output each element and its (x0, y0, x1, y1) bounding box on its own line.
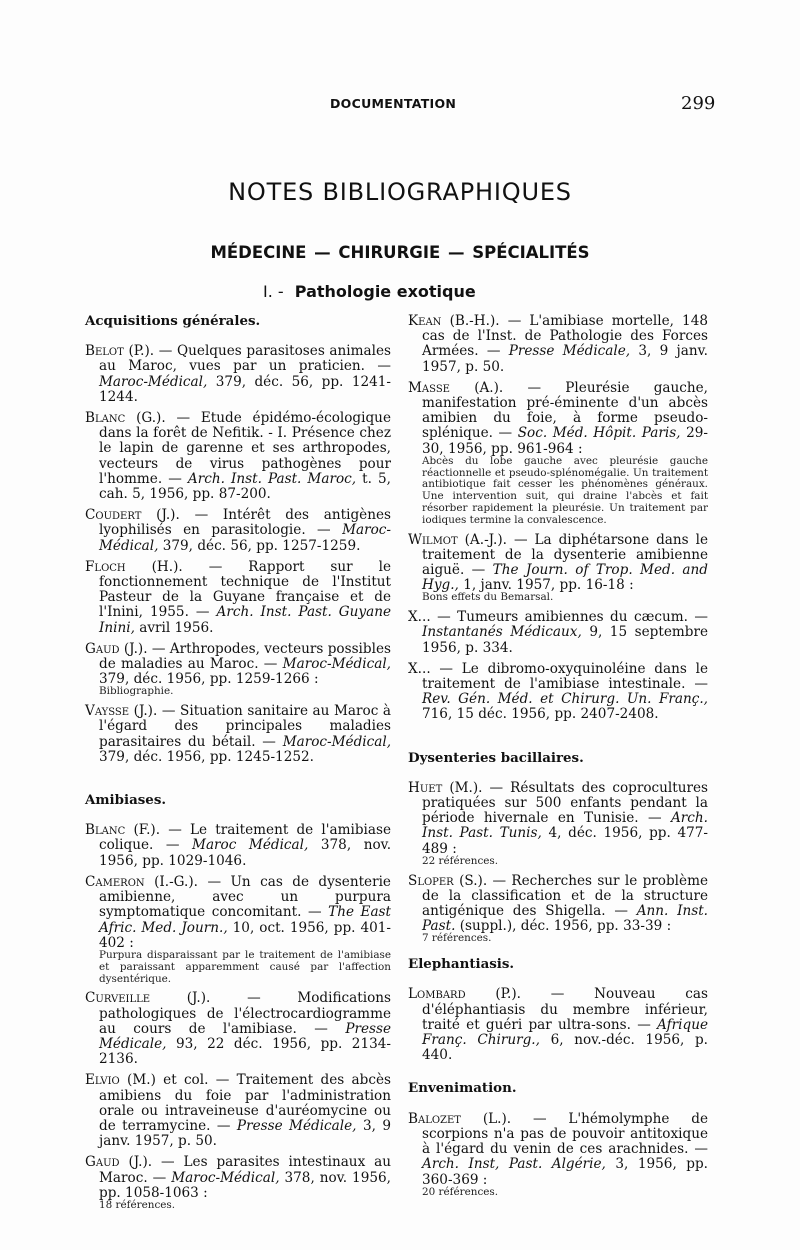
bib-entry: X... — Le dibromo-oxyquinoléine dans le traitement de l'amibiase intestinale. — Rev. Gén. Méd. et Chirurg. Un. Franç., 716, 15 déc. 1956, pp. 2407-2408. (408, 660, 708, 723)
bib-entry: Gaud (J.). — Les parasites intestinaux au Maroc. — Maroc-Médical, 378, nov. 1956, pp. 1058-1063 : (85, 1154, 391, 1201)
page-title: NOTES BIBLIOGRAPHIQUES (228, 178, 572, 206)
bib-note: Bons effets du Bemarsal. (422, 591, 554, 604)
bib-entry: Gaud (J.). — Arthropodes, vecteurs possibles de maladies au Maroc. — Maroc-Médical, 379, déc. 1956, pp. 1259-1266 : (85, 640, 391, 688)
running-title: DOCUMENTATION (330, 96, 457, 111)
left-column (85, 314, 391, 1212)
bib-entry: Masse (A.). — Pleurésie gauche, manifestation pré-éminente d'un abcès amibien du foie, à forme pseudo-splénique. — Soc. Méd. Hôpit. Paris, 29-30, 1956, pp. 961-964 : (408, 379, 708, 457)
heading-acquisitions: Acquisitions générales. (85, 313, 261, 329)
subsection-number: I. - (263, 282, 284, 301)
bib-entry: Sloper (S.). — Recherches sur le problème de la classification et de la structure antigénique des Shigella. — Ann. Inst. Past. (suppl.), déc. 1956, pp. 33-39 : (408, 872, 709, 935)
bib-entry: Belot (P.). — Quelques parasitoses animales au Maroc, vues par un praticien. — Maroc-Médical, 379, déc. 56, pp. 1241-1244. (85, 343, 392, 405)
bib-entry: Floch (H.). — Rapport sur le fonctionnement technique de l'Institut Pasteur de la Guyane française et de l'Inini, 1955. — Arch. Inst. Past. Guyane Inini, avril 1956. (85, 558, 392, 636)
bib-entry: Huet (M.). — Résultats des coprocultures pratiquées sur 500 enfants pendant la période hivernale en Tunisie. — Arch. Inst. Past. Tunis, 4, déc. 1956, pp. 477-489 : (408, 779, 708, 857)
bib-entry: Blanc (F.). — Le traitement de l'amibiase colique. — Maroc Médical, 378, nov. 1956, pp. 1029-1046. (85, 822, 392, 869)
heading-amibiases: Amibiases. (85, 792, 167, 809)
bib-entry: Cameron (I.-G.). — Un cas de dysenterie amibienne, avec un purpura symptomatique concomitant. — The East Afric. Med. Journ., 10, oct. 1956, pp. 401-402 : (85, 873, 391, 951)
heading-dysenteries: Dysenteries bacillaires. (408, 749, 584, 766)
bib-entry: Curveille (J.). — Modifications pathologiques de l'électrocardiogramme au cours de l'amibiase. — Presse Médicale, 93, 22 déc. 1956, pp. 2134-2136. (85, 990, 391, 1068)
bib-note: 22 références. (422, 854, 499, 867)
bib-entry: Coudert (J.). — Intérêt des antigènes lyophilisés en parasitologie. — Maroc-Médical, 379, déc. 56, pp. 1257-1259. (85, 507, 391, 554)
bib-entry: Blanc (G.). — Etude épidémo-écologique dans la forêt de Nefitik. - I. Présence chez le lapin de garenne et ses arthropodes, vecteurs de virus pathogènes pour l'homme. — Arch. Inst. Past. Maroc, t. 5, cah. 5, 1956, pp. 87-200. (85, 410, 391, 503)
bib-entry: Wilmot (A.-J.). — La diphétarsone dans le traitement de la dysenterie amibienne aiguë. — The Journ. of Trop. Med. and Hyg., 1, janv. 1957, pp. 16-18 : (408, 531, 708, 594)
bib-note: 18 références. (99, 1198, 176, 1211)
bib-entry: X... — Tumeurs amibiennes du cæcum. — Instantanés Médicaux, 9, 15 septembre 1956, p. 334. (408, 609, 709, 656)
bib-note: 20 références. (422, 1185, 499, 1198)
bib-entry: Elvio (M.) et col. — Traitement des abcès amibiens du foie par l'administration orale ou intraveineuse d'auréomycine ou de terramycine. — Presse Médicale, 3, 9 janv. 1957, p. 50. (85, 1072, 391, 1150)
bib-entry: Kean (B.-H.). — L'amibiase mortelle, 148 cas de l'Inst. de Pathologie des Forces Armées. — Presse Médicale, 3, 9 janv. 1957, p. 50. (408, 313, 709, 375)
bib-note: Purpura disparaissant par le traitement de l'amibiase et paraissant apparemment causé par l'affection dysentérique. (99, 948, 391, 985)
bib-entry: Lombard (P.). — Nouveau cas d'éléphantiasis du membre inférieur, traité et guéri par ultra-sons. — Afrique Franç. Chirurg., 6, nov.-déc. 1956, p. 440. (408, 986, 708, 1064)
page-number: 299 (681, 93, 716, 114)
section-title: MÉDECINE — CHIRURGIE — SPÉCIALITÉS (210, 243, 590, 262)
right-column (408, 314, 708, 1199)
bib-entry: Balozet (L.). — L'hémolymphe de scorpions n'a pas de pouvoir antitoxique à l'égard du venin de ces arachnides. — Arch. Inst, Past. Algérie, 3, 1956, pp. 360-369 : (408, 1110, 709, 1188)
bib-entry: Vaysse (J.). — Situation sanitaire au Maroc à l'égard des principales maladies parasitaires du bétail. — Maroc-Médical, 379, déc. 1956, pp. 1245-1252. (85, 703, 392, 765)
bib-note: Abcès du lobe gauche avec pleurésie gauche réactionnelle et pseudo-splénomégalie. Un traitement antibiotique fait cesser les phénomènes généraux. Une intervention suit, qui draine l'abcès et fait résorber rapidement la pleurésie. Un traitement par iodiques termine la convalescence. (422, 454, 708, 526)
bib-note: 7 références. (422, 932, 492, 945)
subsection-label: Pathologie exotique (294, 282, 476, 301)
subsection-title (263, 282, 563, 301)
bib-note: Bibliographie. (99, 685, 174, 698)
heading-elephantiasis: Elephantiasis. (408, 956, 515, 973)
heading-envenimation: Envenimation. (408, 1080, 517, 1097)
running-header (0, 93, 800, 117)
